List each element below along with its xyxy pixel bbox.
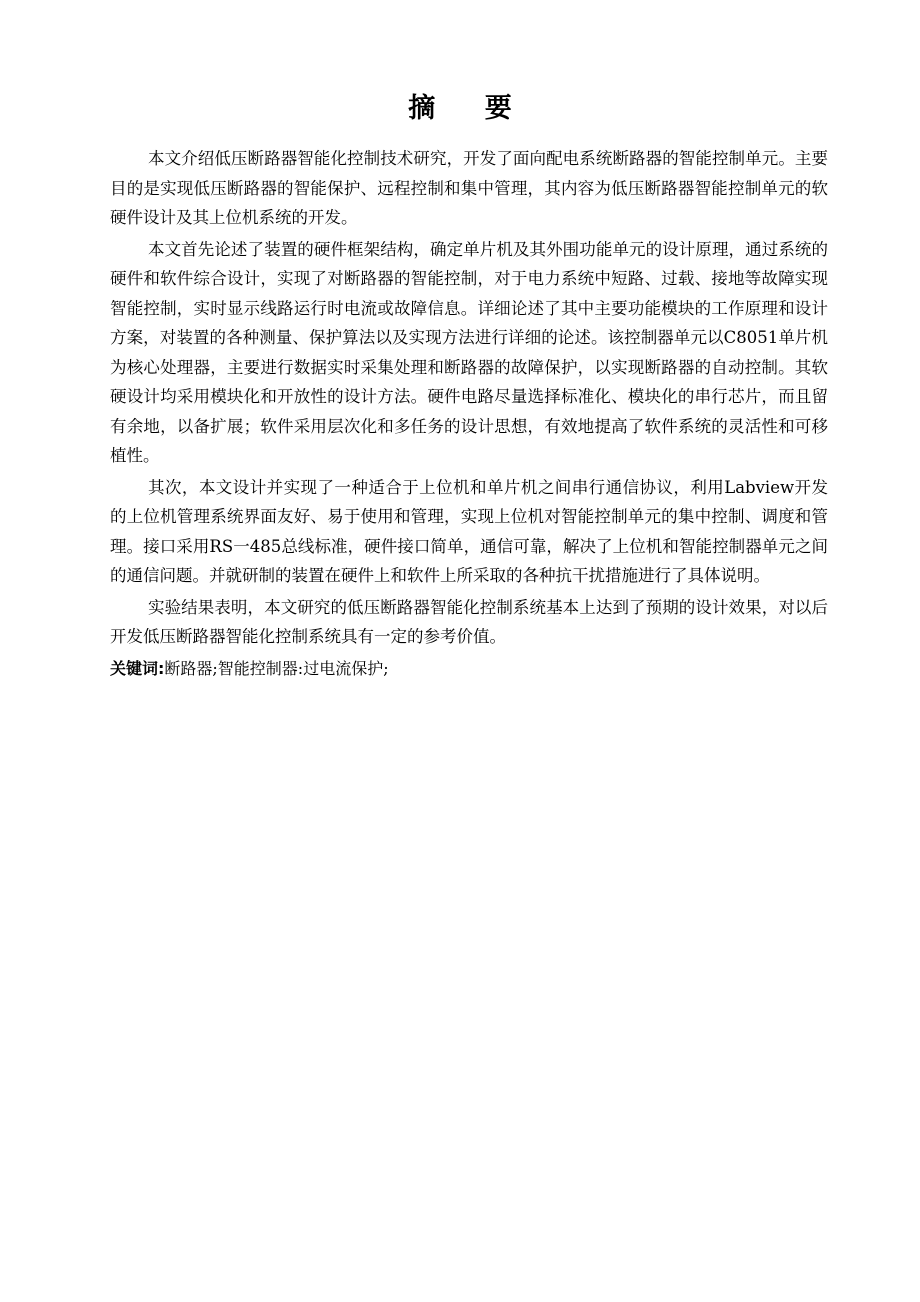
keywords-label: 关键词: [110,658,165,678]
abstract-body [110,144,828,683]
abstract-paragraph-4: 实验结果表明，本文研究的低压断路器智能化控制系统基本上达到了预期的设计效果，对以后开发低压断路器智能化控制系统具有一定的参考价值。 [110,597,828,646]
abstract-paragraph-3: 其次，本文设计并实现了一种适合于上位机和单片机之间串行通信协议，利用Labview开发的上位机管理系统界面友好、易于使用和管理，实现上位机对智能控制单元的集中控制、调度和管理。接口采用RS一485总线标准，硬件接口简单，通信可靠，解决了上位机和智能控制器单元之间的通信问题。并就研制的装置在硬件上和软件上所采取的各种抗干扰措施进行了具体说明。 [110,477,828,585]
keywords-value: 断路器;智能控制器:过电流保护; [164,658,389,678]
abstract-paragraph-1: 本文介绍低压断路器智能化控制技术研究，开发了面向配电系统断路器的智能控制单元。主要目的是实现低压断路器的智能保护、远程控制和集中管理，其内容为低压断路器智能控制单元的软硬件设计及其上位机系统的开发。 [110,149,828,227]
keywords-line [110,654,828,683]
abstract-paragraph-2: 本文首先论述了装置的硬件框架结构，确定单片机及其外围功能单元的设计原理，通过系统的硬件和软件综合设计，实现了对断路器的智能控制，对于电力系统中短路、过载、接地等故障实现智能控制，实时显示线路运行时电流或故障信息。详细论述了其中主要功能模块的工作原理和设计方案，对装置的各种测量、保护算法以及实现方法进行详细的论述。该控制器单元以C8051单片机为核心处理器，主要进行数据实时采集处理和断路器的故障保护，以实现断路器的自动控制。其软硬设计均采用模块化和开放性的设计方法。硬件电路尽量选择标准化、模块化的串行芯片，而且留有余地，以备扩展；软件采用层次化和多任务的设计思想，有效地提高了软件系统的灵活性和可移植性。 [110,239,828,465]
page-title: 摘 要 [408,93,532,124]
